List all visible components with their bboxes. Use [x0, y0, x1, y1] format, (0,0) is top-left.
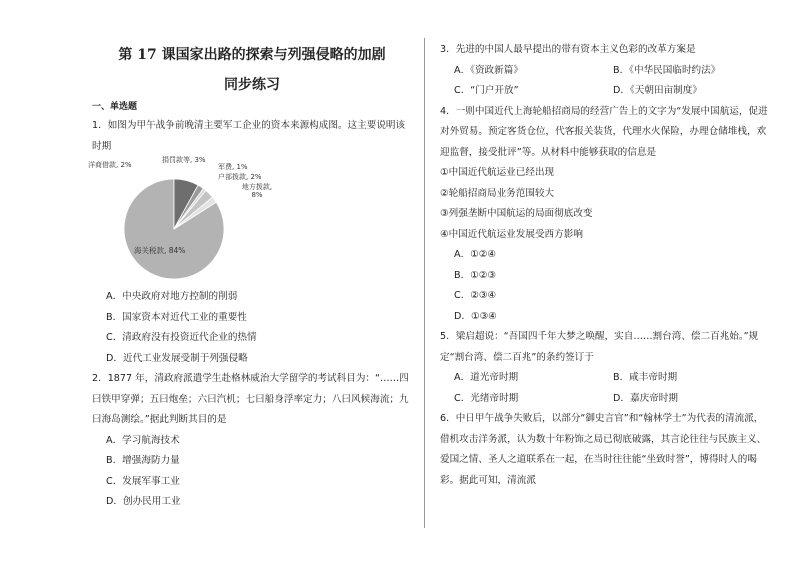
q5-option-row-1	[440, 368, 772, 389]
q5-option-d[interactable]: D．嘉庆帝时期	[613, 392, 678, 404]
q3-option-b[interactable]: B．《中华民国临时约法》	[613, 64, 721, 76]
q4-option-c[interactable]: C．②③④	[454, 290, 497, 301]
question-4-stem: 4．一则中国近代上海轮船招商局的经营广告上的文字为“发展中国航运，促进对外贸易。预定客货仓位，代客报关装货，代理水火保险，办理仓储堆栈，欢迎监督，接受批评”等。从材料中能够获取的信息是	[440, 105, 768, 158]
q1-option-d[interactable]: D．近代工业发展受制于列强侵略	[106, 352, 248, 364]
pie-label-0: 洋商借款, 2%	[88, 161, 132, 169]
q2-option-d[interactable]: D．创办民用工业	[106, 496, 181, 507]
q2-option-a[interactable]: A．学习航海技术	[106, 434, 180, 446]
q5-option-row-2	[440, 389, 772, 410]
page-title: 第 17 课国家出路的探索与列强侵略的加剧	[118, 47, 386, 63]
q5-option-b[interactable]: B．咸丰帝时期	[613, 372, 678, 383]
q3-option-row-2	[440, 81, 772, 102]
pie-label-1: 捐罚款等, 3%	[162, 156, 206, 164]
pie-label-4: 地方拨款, 8%	[241, 183, 273, 199]
q4-option-a[interactable]: A．①②④	[454, 249, 496, 260]
left-column	[88, 40, 412, 513]
pie-label-3: 户部拨款, 2%	[218, 173, 262, 181]
section-label: 一、单选题	[92, 102, 138, 112]
question-5-stem: 5．梁启超说：“吾国四千年大梦之唤醒，实自……割台湾、偿二百兆始。”规定“割台湾、偿二百兆”的条约签订于	[440, 331, 759, 363]
page-subtitle: 同步练习	[224, 77, 280, 93]
q2-option-b[interactable]: B．增强海防力量	[106, 455, 180, 466]
pie-chart-svg	[92, 157, 292, 287]
pie-label-2: 军费, 1%	[218, 163, 248, 171]
q1-option-c[interactable]: C．清政府没有投资近代企业的热情	[106, 332, 257, 343]
q2-option-c[interactable]: C．发展军事工业	[106, 475, 180, 487]
q3-option-d[interactable]: D．《天朝田亩制度》	[613, 85, 702, 96]
right-column	[440, 40, 772, 491]
q4-item-3: ③列强垄断中国航运的局面彻底改变	[440, 208, 593, 219]
q5-option-c[interactable]: C．光绪帝时期	[454, 392, 519, 404]
question-1-stem: 1．如图为甲午战争前晚清主要军工企业的资本来源构成图。这主要说明该时期	[92, 120, 406, 152]
q3-option-row-1	[440, 61, 772, 82]
q4-item-1: ①中国近代航运业已经出现	[440, 167, 555, 178]
question-6-stem: 6．中日甲午战争失败后，以部分“御史言官”和“翰林学士”为代表的清流派，借机攻击洋务派，认为数十年粉饰之局已彻底破露，其言论往往与民族主义、爱国之情、圣人之道联系在一起，在当时往往能“坐致时誉”，博得时人的喝彩。据此可知，清流派	[440, 413, 767, 486]
pie-label-5: 海关税款, 84%	[134, 246, 186, 255]
q4-item-2: ②轮船招商局业务范围较大	[440, 187, 555, 199]
q3-option-c[interactable]: C．“门户开放”	[454, 85, 519, 96]
q4-option-d[interactable]: D．①③④	[454, 310, 497, 322]
q1-option-b[interactable]: B．国家资本对近代工业的重要性	[106, 311, 247, 323]
q4-option-b[interactable]: B．①②③	[454, 269, 496, 281]
question-3-stem: 3．先进的中国人最早提出的带有资本主义色彩的改革方案是	[440, 44, 696, 55]
question-2-stem: 2．1877 年，清政府派遣学生赴格林威治大学留学的考试科目为：“……四曰铁甲穿弹；五曰炮垒；六曰汽机；七曰船身浮率定力；八曰风候海流；九曰海岛测绘。”据此判断其目的是	[92, 373, 409, 425]
q3-option-a[interactable]: A．《资政新篇》	[454, 64, 523, 76]
q1-option-a[interactable]: A．中央政府对地方控制的削弱	[106, 291, 238, 302]
column-divider	[424, 38, 425, 528]
pie-chart	[88, 156, 292, 287]
q5-option-a[interactable]: A．道光帝时期	[454, 372, 519, 383]
q4-item-4: ④中国近代航运业发展受西方影响	[440, 228, 583, 240]
